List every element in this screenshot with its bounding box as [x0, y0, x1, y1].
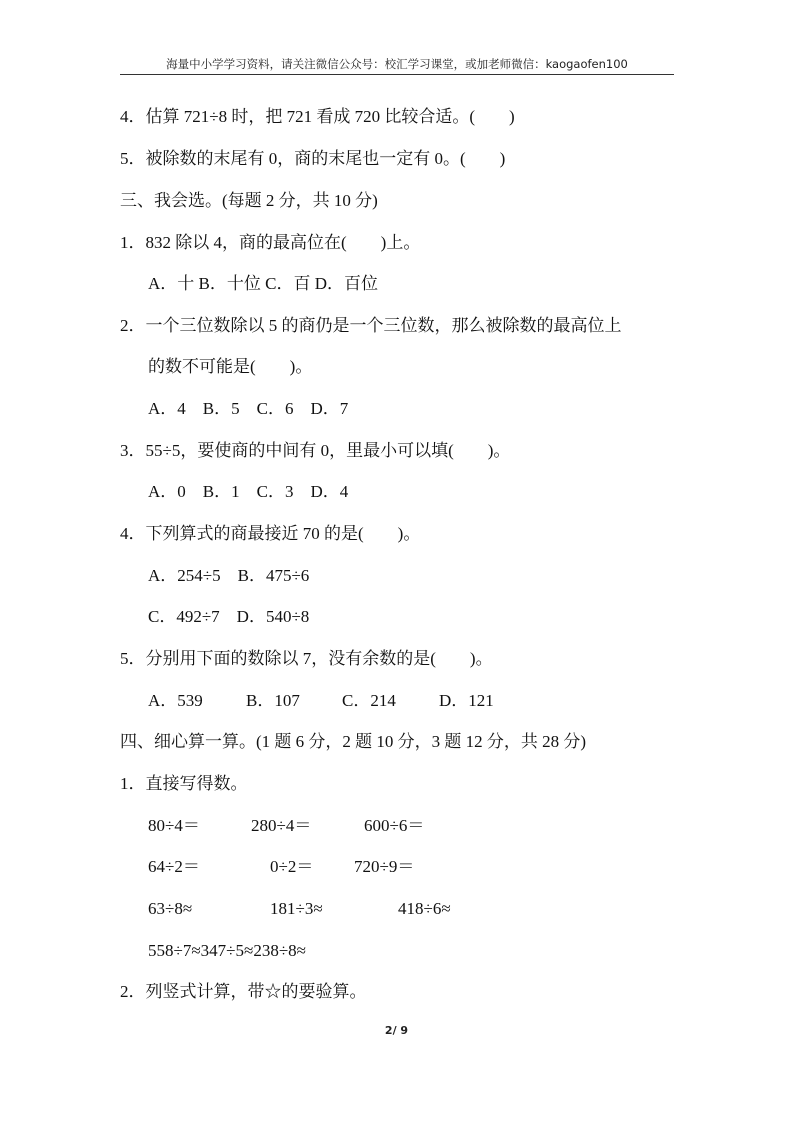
calc-q2-title: 2．列竖式计算，带☆的要验算。	[120, 982, 367, 1001]
choice-q4-stem: 4．下列算式的商最接近 70 的是( )。	[120, 524, 421, 543]
choice-q1-options: A．十 B．十位 C．百 D．百位	[148, 274, 378, 293]
choice-q1-stem: 1．832 除以 4，商的最高位在( )上。	[120, 233, 421, 252]
choice-q2-stem-cont: 的数不可能是( )。	[148, 357, 313, 376]
choice-q5-option-b: B．107	[246, 691, 300, 710]
estimate-calc-item: 418÷6≈	[398, 899, 451, 918]
mental-calc-item: 280÷4＝	[251, 816, 312, 835]
estimate-calc-item: 181÷3≈	[270, 899, 323, 918]
choice-q2-options: A．4 B．5 C．6 D．7	[148, 399, 349, 418]
judge-item-5: 5．被除数的末尾有 0，商的末尾也一定有 0。( )	[120, 149, 506, 168]
header-divider	[120, 74, 674, 75]
choice-q4-options-row1: A．254÷5 B．475÷6	[148, 566, 310, 585]
choice-q5-option-a: A．539	[148, 691, 203, 710]
estimate-calc-item: 63÷8≈	[148, 899, 193, 918]
section-3-title: 三、我会选。(每题 2 分，共 10 分)	[120, 191, 378, 210]
choice-q5-option-d: D．121	[439, 691, 494, 710]
choice-q2-stem: 2．一个三位数除以 5 的商仍是一个三位数，那么被除数的最高位上	[120, 316, 622, 335]
choice-q5-option-c: C．214	[342, 691, 396, 710]
mental-calc-item: 0÷2＝	[270, 857, 314, 876]
choice-q3-stem: 3．55÷5，要使商的中间有 0，里最小可以填( )。	[120, 441, 511, 460]
mental-calc-item: 80÷4＝	[148, 816, 200, 835]
mental-calc-item: 600÷6＝	[364, 816, 425, 835]
page-header: 海量中小学学习资料，请关注微信公众号：校汇学习课堂，或加老师微信：kaogaofen100	[166, 57, 628, 71]
estimate-calc-row: 558÷7≈347÷5≈238÷8≈	[148, 941, 306, 960]
judge-item-4: 4．估算 721÷8 时，把 721 看成 720 比较合适。( )	[120, 107, 515, 126]
choice-q5-stem: 5．分别用下面的数除以 7，没有余数的是( )。	[120, 649, 493, 668]
calc-q1-title: 1．直接写得数。	[120, 774, 248, 793]
choice-q4-options-row2: C．492÷7 D．540÷8	[148, 607, 310, 626]
mental-calc-item: 720÷9＝	[354, 857, 415, 876]
choice-q3-options: A．0 B．1 C．3 D．4	[148, 482, 349, 501]
section-4-title: 四、细心算一算。(1 题 6 分，2 题 10 分，3 题 12 分，共 28 分)	[120, 732, 587, 751]
page-number: 2/ 9	[384, 1024, 409, 1037]
mental-calc-item: 64÷2＝	[148, 857, 200, 876]
